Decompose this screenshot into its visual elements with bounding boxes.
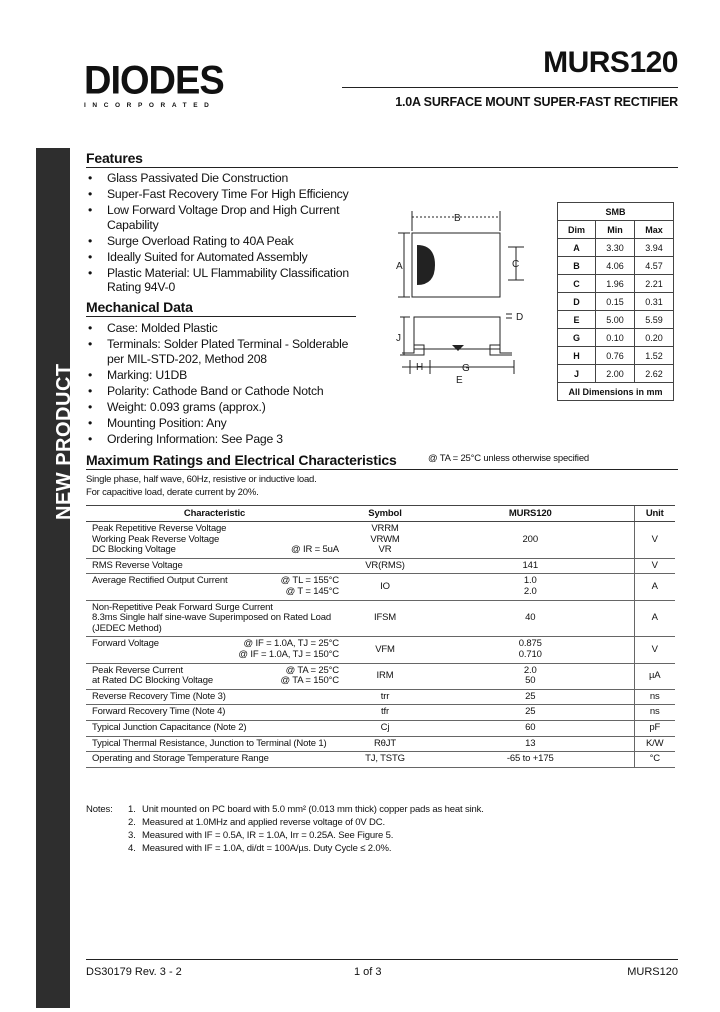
characteristic-text: Non-Repetitive Peak Forward Surge Current (92, 601, 273, 613)
characteristic-line (92, 739, 343, 750)
value-cell (427, 720, 634, 736)
note-item (128, 829, 648, 842)
unit-cell: pF (634, 720, 675, 736)
characteristic-text: Operating and Storage Temperature Range (92, 753, 269, 765)
symbol-text: IFSM (373, 612, 397, 624)
characteristic-cell (86, 663, 343, 689)
note-item (128, 842, 648, 855)
symbol-text: VR (378, 544, 392, 556)
characteristic-text (92, 586, 95, 597)
value-text: 0.875 (518, 638, 542, 650)
table-row (558, 257, 674, 275)
note-number: 4. (128, 843, 136, 854)
ratings-col-header: MURS120 (427, 506, 634, 522)
title-divider (342, 87, 678, 88)
characteristic-text (92, 649, 95, 660)
test-condition: @ TA = 25°C (285, 664, 339, 676)
value-cell (427, 689, 634, 705)
characteristic-text: Reverse Recovery Time (Note 3) (92, 690, 226, 702)
table-row (86, 637, 675, 663)
characteristic-cell (86, 720, 343, 736)
unit-cell: V (634, 558, 675, 574)
symbol-cell (343, 720, 427, 736)
value-text: 60 (525, 721, 536, 733)
logo-tagline: INCORPORATED (84, 102, 216, 109)
characteristic-text: (JEDEC Method) (92, 622, 162, 634)
unit-cell: A (634, 574, 675, 600)
characteristic-cell (86, 689, 343, 705)
dim-table-package: SMB (558, 203, 674, 221)
value-cell (427, 600, 634, 637)
table-row (86, 720, 675, 736)
value-cell (427, 752, 634, 768)
unit-cell: A (634, 600, 675, 637)
ratings-note-load: Single phase, half wave, 60Hz, resistive or inductive load. (86, 474, 317, 485)
characteristic-cell (86, 558, 343, 574)
mechanical-item: • Terminals: Solder Plated Terminal - Solderable per MIL-STD-202, Method 208 (86, 337, 351, 366)
new-product-side-tab (36, 148, 70, 1008)
dim-cell: 1.52 (635, 347, 674, 365)
feature-item: • Glass Passivated Die Construction (86, 171, 351, 186)
value-text: 200 (522, 533, 538, 545)
dim-cell: 0.31 (635, 293, 674, 311)
characteristic-line (92, 650, 343, 661)
characteristic-text: Peak Reverse Current (92, 664, 183, 676)
symbol-text: VR(RMS) (365, 559, 405, 571)
note-text: Unit mounted on PC board with 5.0 mm² (0.013 mm thick) copper pads as heat sink. (142, 804, 484, 815)
table-row (86, 689, 675, 705)
dim-cell: 2.62 (635, 365, 674, 383)
test-condition: @ TA = 150°C (280, 675, 339, 687)
value-text: -65 to +175 (506, 753, 554, 765)
characteristic-text: RMS Reverse Voltage (92, 559, 183, 571)
package-outline-drawing (380, 205, 540, 395)
characteristic-text: Forward Recovery Time (Note 4) (92, 706, 226, 718)
footer-doc-number: DS30179 Rev. 3 - 2 (86, 966, 182, 978)
symbol-text: VFM (375, 643, 395, 655)
table-row (86, 558, 675, 574)
dim-cell: D (558, 293, 596, 311)
feature-item: • Surge Overload Rating to 40A Peak (86, 234, 351, 249)
dim-cell: 0.10 (596, 329, 635, 347)
characteristic-cell (86, 600, 343, 637)
table-row (558, 293, 674, 311)
page-subtitle: 1.0A SURFACE MOUNT SUPER-FAST RECTIFIER (395, 95, 678, 109)
characteristic-text: Typical Thermal Resistance, Junction to Terminal (Note 1) (92, 737, 327, 749)
feature-item: • Ideally Suited for Automated Assembly (86, 250, 351, 265)
table-row (558, 275, 674, 293)
symbol-cell (343, 663, 427, 689)
characteristic-line (92, 707, 343, 718)
ratings-condition: @ TA = 25°C unless otherwise specified (428, 453, 590, 464)
test-condition: @ T = 145°C (285, 585, 339, 597)
characteristic-cell (86, 752, 343, 768)
dim-label-d: D (516, 312, 524, 323)
dim-label-a: A (396, 261, 403, 272)
value-cell (427, 574, 634, 600)
features-heading: Features (86, 150, 143, 166)
dim-cell: G (558, 329, 596, 347)
dim-cell: 1.96 (596, 275, 635, 293)
features-list (86, 171, 351, 296)
feature-item: • Super-Fast Recovery Time For High Efficiency (86, 187, 351, 202)
characteristic-cell (86, 574, 343, 600)
characteristic-text: Peak Repetitive Reverse Voltage (92, 523, 227, 534)
dim-label-e: E (456, 375, 463, 386)
table-row (86, 663, 675, 689)
company-logo (84, 58, 252, 109)
symbol-text: RθJT (373, 737, 397, 749)
table-row (558, 311, 674, 329)
note-number: 2. (128, 817, 136, 828)
dimensions-table (557, 202, 674, 401)
page-title: MURS120 (543, 46, 678, 79)
dim-cell: 4.57 (635, 257, 674, 275)
characteristic-text: 8.3ms Single half sine-wave Superimposed on Rated Load (92, 612, 332, 624)
characteristic-line (92, 561, 343, 572)
symbol-cell (343, 558, 427, 574)
value-text: 141 (522, 559, 538, 571)
symbol-cell (343, 689, 427, 705)
value-text: 50 (525, 675, 536, 687)
symbol-text: IRM (376, 669, 394, 681)
characteristic-cell (86, 736, 343, 752)
table-row (558, 365, 674, 383)
table-row (86, 522, 675, 559)
characteristic-line (92, 624, 343, 635)
mechanical-item: • Mounting Position: Any (86, 416, 351, 431)
characteristic-text: Typical Junction Capacitance (Note 2) (92, 721, 247, 733)
mechanical-item: • Case: Molded Plastic (86, 321, 351, 336)
characteristic-line (92, 587, 343, 598)
note-text: Measured with IF = 0.5A, IR = 1.0A, Irr = 0.25A. See Figure 5. (142, 830, 394, 841)
dim-cell: J (558, 365, 596, 383)
symbol-cell (343, 522, 427, 559)
value-cell (427, 522, 634, 559)
dim-cell: 5.00 (596, 311, 635, 329)
feature-item: • Low Forward Voltage Drop and High Current Capability (86, 203, 351, 232)
mechanical-item: • Polarity: Cathode Band or Cathode Notch (86, 384, 351, 399)
dim-cell: B (558, 257, 596, 275)
test-condition: @ IR = 5uA (290, 544, 339, 556)
characteristic-cell (86, 637, 343, 663)
unit-cell: µA (634, 663, 675, 689)
characteristic-text: at Rated DC Blocking Voltage (92, 675, 213, 687)
test-condition: @ IF = 1.0A, TJ = 25°C (243, 638, 339, 650)
symbol-cell (343, 705, 427, 721)
logo-wordmark: DIODES (84, 58, 224, 104)
value-text: 0.710 (518, 648, 542, 660)
unit-cell: °C (634, 752, 675, 768)
value-text: 1.0 (523, 575, 537, 587)
package-body-side-view (414, 317, 500, 349)
table-row (558, 239, 674, 257)
characteristic-cell (86, 705, 343, 721)
dim-cell: 3.30 (596, 239, 635, 257)
value-text: 2.0 (523, 664, 537, 676)
footer-page-number: 1 of 3 (354, 966, 382, 978)
note-text: Measured with IF = 1.0A, di/dt = 100A/µs. Duty Cycle ≤ 2.0%. (142, 843, 392, 854)
ratings-table (86, 505, 675, 768)
footer-divider (86, 959, 678, 960)
symbol-text: Cj (380, 721, 390, 733)
table-row (86, 574, 675, 600)
mechanical-divider (86, 316, 356, 317)
cathode-band-mark (417, 245, 435, 285)
table-row (558, 347, 674, 365)
dim-col-header: Dim (558, 221, 596, 239)
dim-cell: 4.06 (596, 257, 635, 275)
ratings-divider (86, 469, 678, 470)
side-tab-text: NEW PRODUCT (53, 363, 75, 520)
unit-cell: V (634, 637, 675, 663)
symbol-cell (343, 736, 427, 752)
symbol-cell (343, 637, 427, 663)
test-condition: @ TL = 155°C (280, 575, 339, 587)
dim-cell: 3.94 (635, 239, 674, 257)
ratings-note-derate: For capacitive load, derate current by 20%. (86, 487, 259, 498)
dim-label-c: C (512, 259, 520, 270)
characteristic-cell (86, 522, 343, 559)
characteristic-text: Forward Voltage (92, 638, 159, 650)
symbol-text: tfr (381, 706, 389, 718)
dim-cell: 0.15 (596, 293, 635, 311)
value-text: 40 (525, 612, 536, 624)
notes-list (128, 803, 648, 855)
dim-label-g: G (462, 363, 470, 374)
value-cell (427, 637, 634, 663)
characteristic-line (92, 692, 343, 703)
dim-label-b: B (454, 213, 461, 224)
mechanical-list (86, 321, 351, 448)
characteristic-line (92, 545, 343, 556)
unit-cell: V (634, 522, 675, 559)
value-text: 25 (525, 690, 536, 702)
value-cell (427, 558, 634, 574)
note-text: Measured at 1.0MHz and applied reverse voltage of 0V DC. (142, 817, 385, 828)
symbol-text: VRRM (371, 523, 399, 534)
symbol-cell (343, 574, 427, 600)
dim-cell: A (558, 239, 596, 257)
value-cell (427, 736, 634, 752)
mechanical-item: • Marking: U1DB (86, 368, 351, 383)
dim-cell: 5.59 (635, 311, 674, 329)
characteristic-line (92, 754, 343, 765)
table-row (86, 752, 675, 768)
footer-part-number: MURS120 (627, 966, 678, 978)
ratings-col-header: Unit (634, 506, 675, 522)
symbol-text: TJ, TSTG (365, 753, 405, 765)
unit-cell: ns (634, 689, 675, 705)
dim-label-h: H (416, 362, 424, 373)
symbol-text: trr (380, 690, 390, 702)
note-item (128, 803, 648, 816)
characteristic-line (92, 723, 343, 734)
note-item (128, 816, 648, 829)
table-row (86, 600, 675, 637)
table-row (86, 736, 675, 752)
dim-table-footer: All Dimensions in mm (558, 383, 674, 401)
dim-cell: 2.21 (635, 275, 674, 293)
symbol-text: VRWM (370, 533, 400, 545)
value-cell (427, 705, 634, 721)
characteristic-text: Working Peak Reverse Voltage (92, 533, 220, 545)
table-row (86, 705, 675, 721)
dim-col-header: Min (596, 221, 635, 239)
dim-cell: 2.00 (596, 365, 635, 383)
features-divider (86, 167, 678, 168)
dim-cell: 0.20 (635, 329, 674, 347)
mechanical-heading: Mechanical Data (86, 299, 193, 315)
dim-cell: 0.76 (596, 347, 635, 365)
ratings-col-header: Characteristic (86, 506, 343, 522)
value-text: 13 (525, 737, 536, 749)
ratings-heading: Maximum Ratings and Electrical Characteristics (86, 452, 397, 468)
table-row (558, 329, 674, 347)
dim-cell: C (558, 275, 596, 293)
note-number: 1. (128, 804, 136, 815)
symbol-text: IO (380, 580, 390, 592)
symbol-cell (343, 600, 427, 637)
dim-col-header: Max (635, 221, 674, 239)
dim-cell: H (558, 347, 596, 365)
value-text: 25 (525, 706, 536, 718)
dim-cell: E (558, 311, 596, 329)
characteristic-text: Average Rectified Output Current (92, 575, 228, 587)
characteristic-text: DC Blocking Voltage (92, 544, 176, 556)
value-text: 2.0 (523, 585, 537, 597)
characteristic-line (92, 676, 343, 687)
feature-item: • Plastic Material: UL Flammability Classification Rating 94V-0 (86, 266, 351, 295)
test-condition: @ IF = 1.0A, TJ = 150°C (238, 648, 339, 660)
symbol-cell (343, 752, 427, 768)
notes-label: Notes: (86, 804, 113, 815)
note-number: 3. (128, 830, 136, 841)
ratings-col-header: Symbol (343, 506, 427, 522)
value-cell (427, 663, 634, 689)
mechanical-item: • Ordering Information: See Page 3 (86, 432, 351, 447)
unit-cell: ns (634, 705, 675, 721)
unit-cell: K/W (634, 736, 675, 752)
mechanical-item: • Weight: 0.093 grams (approx.) (86, 400, 351, 415)
dim-label-j: J (396, 333, 401, 344)
